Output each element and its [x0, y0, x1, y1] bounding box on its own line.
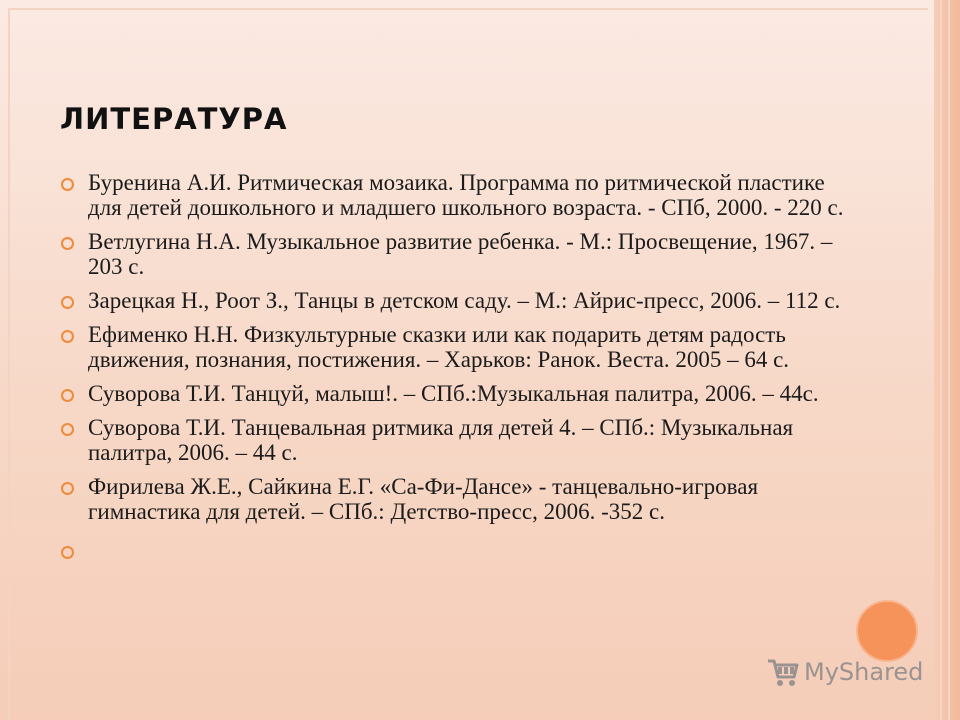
bullet-icon — [61, 296, 74, 309]
bullet-icon — [61, 423, 74, 436]
list-item — [56, 322, 856, 372]
bullet-icon — [61, 178, 74, 191]
list-item — [56, 288, 856, 313]
watermark-text: MyShared — [804, 658, 924, 686]
list-item-text: Буренина А.И. Ритмическая мозаика. Программа по ритмической пластике для детей дошкольного и младшего школьного возраста. - СПб, 2000. - 220 с. — [88, 170, 844, 220]
list-item — [56, 170, 856, 220]
watermark-logo — [766, 655, 923, 689]
decorative-side-band — [934, 0, 960, 720]
decorative-circle — [856, 600, 918, 662]
bullet-icon — [61, 546, 74, 559]
empty-list-item — [56, 538, 856, 563]
bullet-icon — [61, 237, 74, 250]
bullet-icon — [61, 330, 74, 343]
bullet-icon — [61, 389, 74, 402]
shopping-cart-icon — [766, 655, 800, 689]
list-item-text: Ветлугина Н.А. Музыкальное развитие ребенка. - М.: Просвещение, 1967. – 203 с. — [88, 229, 833, 279]
list-item — [56, 381, 856, 406]
bullet-icon — [61, 482, 74, 495]
list-item-text: Ефименко Н.Н. Физкультурные сказки или как подарить детям радость движения, познания, постижения. – Харьков: Ранок. Веста. 2005 – 64 с. — [88, 322, 790, 372]
bibliography-list — [56, 170, 856, 572]
list-item — [56, 415, 856, 465]
list-item-text: Суворова Т.И. Танцевальная ритмика для детей 4. – СПб.: Музыкальная палитра, 2006. – 44 с. — [88, 415, 794, 465]
list-item — [56, 474, 856, 524]
list-item-text: Зарецкая Н., Роот З., Танцы в детском саду. – М.: Айрис-пресс, 2006. – 112 с. — [88, 288, 841, 313]
slide-title: ЛИТЕРАТУРА — [60, 102, 288, 136]
list-item — [56, 229, 856, 279]
list-item-text: Фирилева Ж.Е., Сайкина Е.Г. «Са-Фи-Дансе» - танцевально-игровая гимнастика для детей. – СПб.: Детство-пресс, 2006. -352 с. — [88, 474, 759, 524]
list-item-text: Суворова Т.И. Танцуй, малыш!. – СПб.:Музыкальная палитра, 2006. – 44с. — [88, 381, 819, 406]
